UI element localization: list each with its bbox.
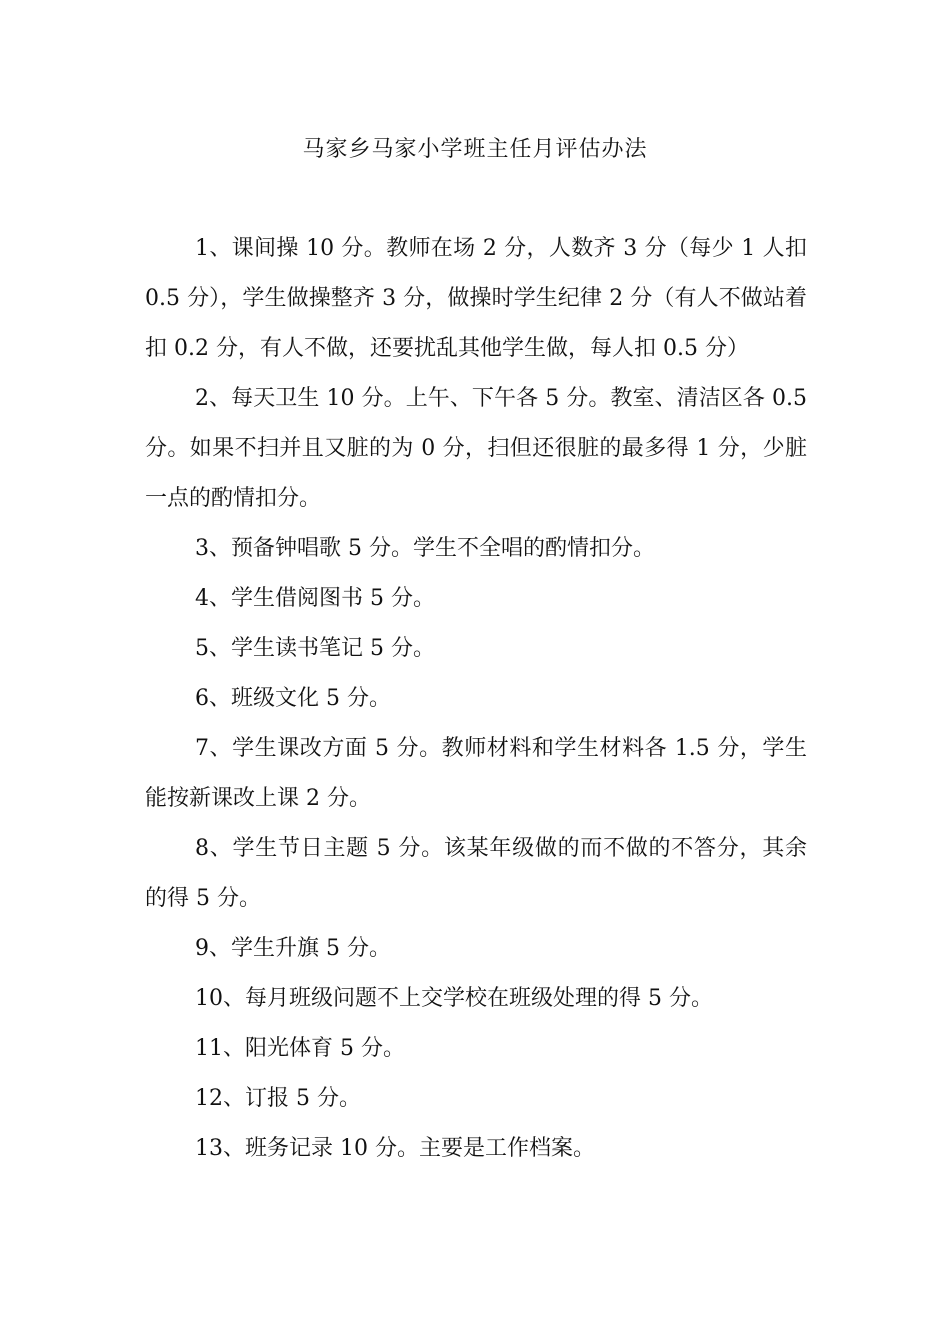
rule-item-10: 10、每月班级问题不上交学校在班级处理的得 5 分。 xyxy=(195,986,713,1011)
rule-item-13: 13、班务记录 10 分。主要是工作档案。 xyxy=(195,1136,595,1161)
rule-item-11: 11、阳光体育 5 分。 xyxy=(195,1036,405,1061)
rule-item-3: 3、预备钟唱歌 5 分。学生不全唱的酌情扣分。 xyxy=(195,536,655,561)
rule-item-8: 8、学生节日主题 5 分。该某年级做的而不做的不答分，其余的得 5 分。 xyxy=(145,836,807,911)
rule-item-1: 1、课间操 10 分。教师在场 2 分，人数齐 3 分（每少 1 人扣 0.5 分），学生做操整齐 3 分，做操时学生纪律 2 分（有人不做站着扣 0.2 分，有人不做，还要扰乱其他学生做，每人扣 0.5 分） xyxy=(145,236,807,361)
rule-item-7: 7、学生课改方面 5 分。教师材料和学生材料各 1.5 分，学生能按新课改上课 2 分。 xyxy=(145,736,807,811)
rule-item-2: 2、每天卫生 10 分。上午、下午各 5 分。教室、清洁区各 0.5 分。如果不扫并且又脏的为 0 分，扫但还很脏的最多得 1 分，少脏一点的酌情扣分。 xyxy=(145,386,807,511)
document-body xyxy=(145,224,807,1174)
document-title: 马家乡马家小学班主任月评估办法 xyxy=(302,137,648,162)
rule-item-5: 5、学生读书笔记 5 分。 xyxy=(195,636,435,661)
rule-item-4: 4、学生借阅图书 5 分。 xyxy=(195,586,435,611)
rule-item-6: 6、班级文化 5 分。 xyxy=(195,686,391,711)
rule-item-12: 12、订报 5 分。 xyxy=(195,1086,361,1111)
rule-item-9: 9、学生升旗 5 分。 xyxy=(195,936,391,961)
